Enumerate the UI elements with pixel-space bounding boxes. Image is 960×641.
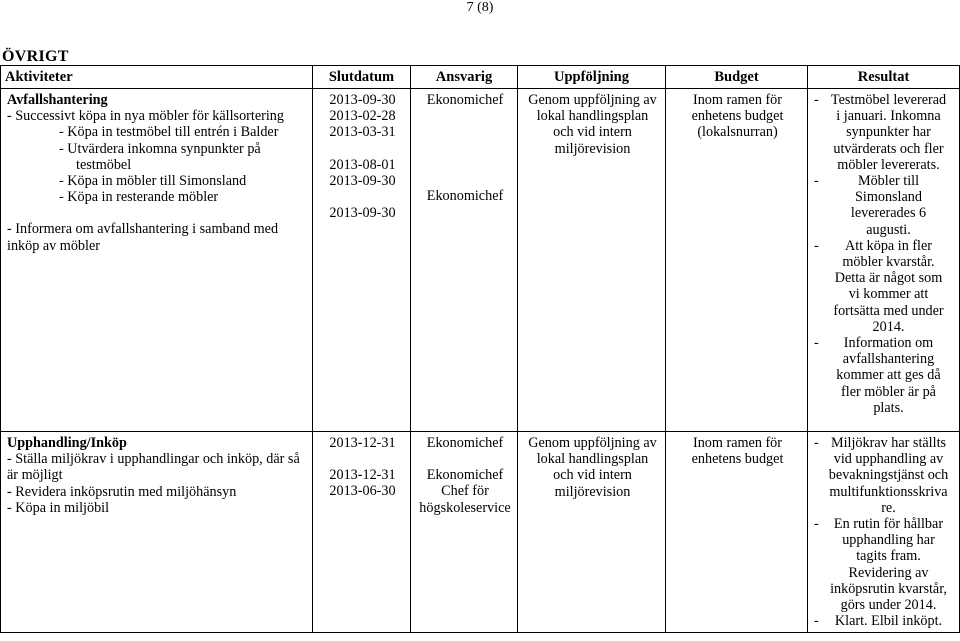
activity-item: inköp av möbler bbox=[7, 237, 100, 254]
budget-text: Inom ramen för bbox=[692, 92, 783, 108]
category-title: Avfallshantering bbox=[7, 92, 108, 108]
activity-item: - Revidera inköpsrutin med miljöhänsyn bbox=[7, 483, 237, 500]
page-number: 7 (8) bbox=[466, 0, 494, 15]
followup-cell bbox=[518, 432, 666, 633]
end-date: 2013-06-30 bbox=[329, 483, 396, 500]
header-end-date: Slutdatum bbox=[313, 66, 411, 89]
result-item: - Klart. Elbil inköpt. bbox=[814, 613, 943, 630]
activity-item: testmöbel bbox=[76, 156, 132, 173]
followup-text: Genom uppföljning av bbox=[528, 92, 657, 108]
result-item: - Testmöbel levererad i januari. Inkomna synpunkter har utvärderats och fler möbler levererats. bbox=[814, 92, 947, 173]
followup-text: och vid intern bbox=[553, 124, 632, 141]
activity-item: - Köpa in möbler till Simonsland bbox=[59, 173, 247, 190]
header-budget: Budget bbox=[666, 66, 808, 89]
activity-item: - Köpa in miljöbil bbox=[7, 499, 110, 516]
followup-text: miljörevision bbox=[554, 140, 631, 157]
table-row bbox=[1, 432, 960, 633]
followup-text: lokal handlingsplan bbox=[536, 451, 649, 468]
budget-cell bbox=[666, 89, 808, 432]
budget-cell bbox=[666, 432, 808, 633]
end-date: 2013-12-31 bbox=[329, 435, 396, 451]
responsible-cell bbox=[411, 89, 518, 432]
responsible: Chef för bbox=[441, 483, 489, 500]
followup-cell bbox=[518, 89, 666, 432]
result-item: - Möbler till Simonsland levererades 6 augusti. bbox=[814, 173, 927, 238]
activity-item: - Köpa in resterande möbler bbox=[59, 189, 219, 206]
result-item: - Att köpa in fler möbler kvarstår. Detta är något som vi kommer att fortsätta med under 2014. bbox=[814, 237, 944, 335]
table-header-row bbox=[1, 66, 960, 89]
result-item: - Information om avfallshantering kommer att ges då fler möbler är på plats. bbox=[814, 335, 941, 416]
activity-item: - Successivt köpa in nya möbler för källsortering bbox=[7, 108, 284, 125]
followup-text: Genom uppföljning av bbox=[528, 435, 657, 451]
result-item: - En rutin för hållbar upphandling har tagits fram. Revidering av inköpsrutin kvarstår, görs under 2014. bbox=[814, 516, 947, 614]
end-date-cell bbox=[313, 89, 411, 432]
end-date: 2013-03-31 bbox=[329, 124, 396, 141]
header-followup: Uppföljning bbox=[518, 66, 666, 89]
responsible: Ekonomichef bbox=[426, 467, 504, 484]
activity-item: är möjligt bbox=[7, 467, 63, 484]
activities-cell bbox=[1, 89, 313, 432]
header-activities: Aktiviteter bbox=[1, 66, 313, 89]
end-date: 2013-09-30 bbox=[329, 172, 396, 189]
table-row bbox=[1, 89, 960, 432]
activity-item: - Köpa in testmöbel till entrén i Balder bbox=[59, 124, 279, 141]
budget-text: enhetens budget bbox=[691, 451, 784, 468]
activities-cell bbox=[1, 432, 313, 633]
budget-text: (lokalsnurran) bbox=[697, 124, 778, 141]
result-item: - Miljökrav har ställts vid upphandling av bevakningstjänst och multifunktionsskriva re. bbox=[814, 435, 949, 516]
end-date: 2013-09-30 bbox=[329, 92, 396, 108]
responsible-cell bbox=[411, 432, 518, 633]
header-responsible: Ansvarig bbox=[411, 66, 518, 89]
responsible: högskoleservice bbox=[419, 499, 511, 516]
responsible: Ekonomichef bbox=[426, 92, 504, 108]
activity-table bbox=[0, 65, 960, 633]
followup-text: lokal handlingsplan bbox=[536, 108, 649, 125]
followup-text: och vid intern bbox=[553, 467, 632, 484]
end-date: 2013-09-30 bbox=[329, 205, 396, 222]
category-title: Upphandling/Inköp bbox=[7, 435, 127, 451]
activity-item: - Utvärdera inkomna synpunkter på bbox=[59, 140, 261, 157]
activity-item: - Informera om avfallshantering i samband med bbox=[7, 221, 279, 238]
result-cell bbox=[808, 89, 960, 432]
result-cell bbox=[808, 432, 960, 633]
followup-text: miljörevision bbox=[554, 483, 631, 500]
result-list bbox=[814, 435, 949, 629]
section-title: ÖVRIGT bbox=[2, 48, 69, 65]
responsible: Ekonomichef bbox=[426, 188, 504, 205]
budget-text: Inom ramen för bbox=[692, 435, 783, 451]
end-date-cell bbox=[313, 432, 411, 633]
end-date: 2013-02-28 bbox=[329, 108, 396, 125]
result-list bbox=[814, 92, 949, 416]
end-date: 2013-08-01 bbox=[329, 156, 396, 173]
responsible: Ekonomichef bbox=[426, 435, 504, 451]
header-result: Resultat bbox=[808, 66, 960, 89]
budget-text: enhetens budget bbox=[691, 108, 784, 125]
activity-item: - Ställa miljökrav i upphandlingar och inköp, där så bbox=[7, 451, 300, 468]
end-date: 2013-12-31 bbox=[329, 467, 396, 484]
